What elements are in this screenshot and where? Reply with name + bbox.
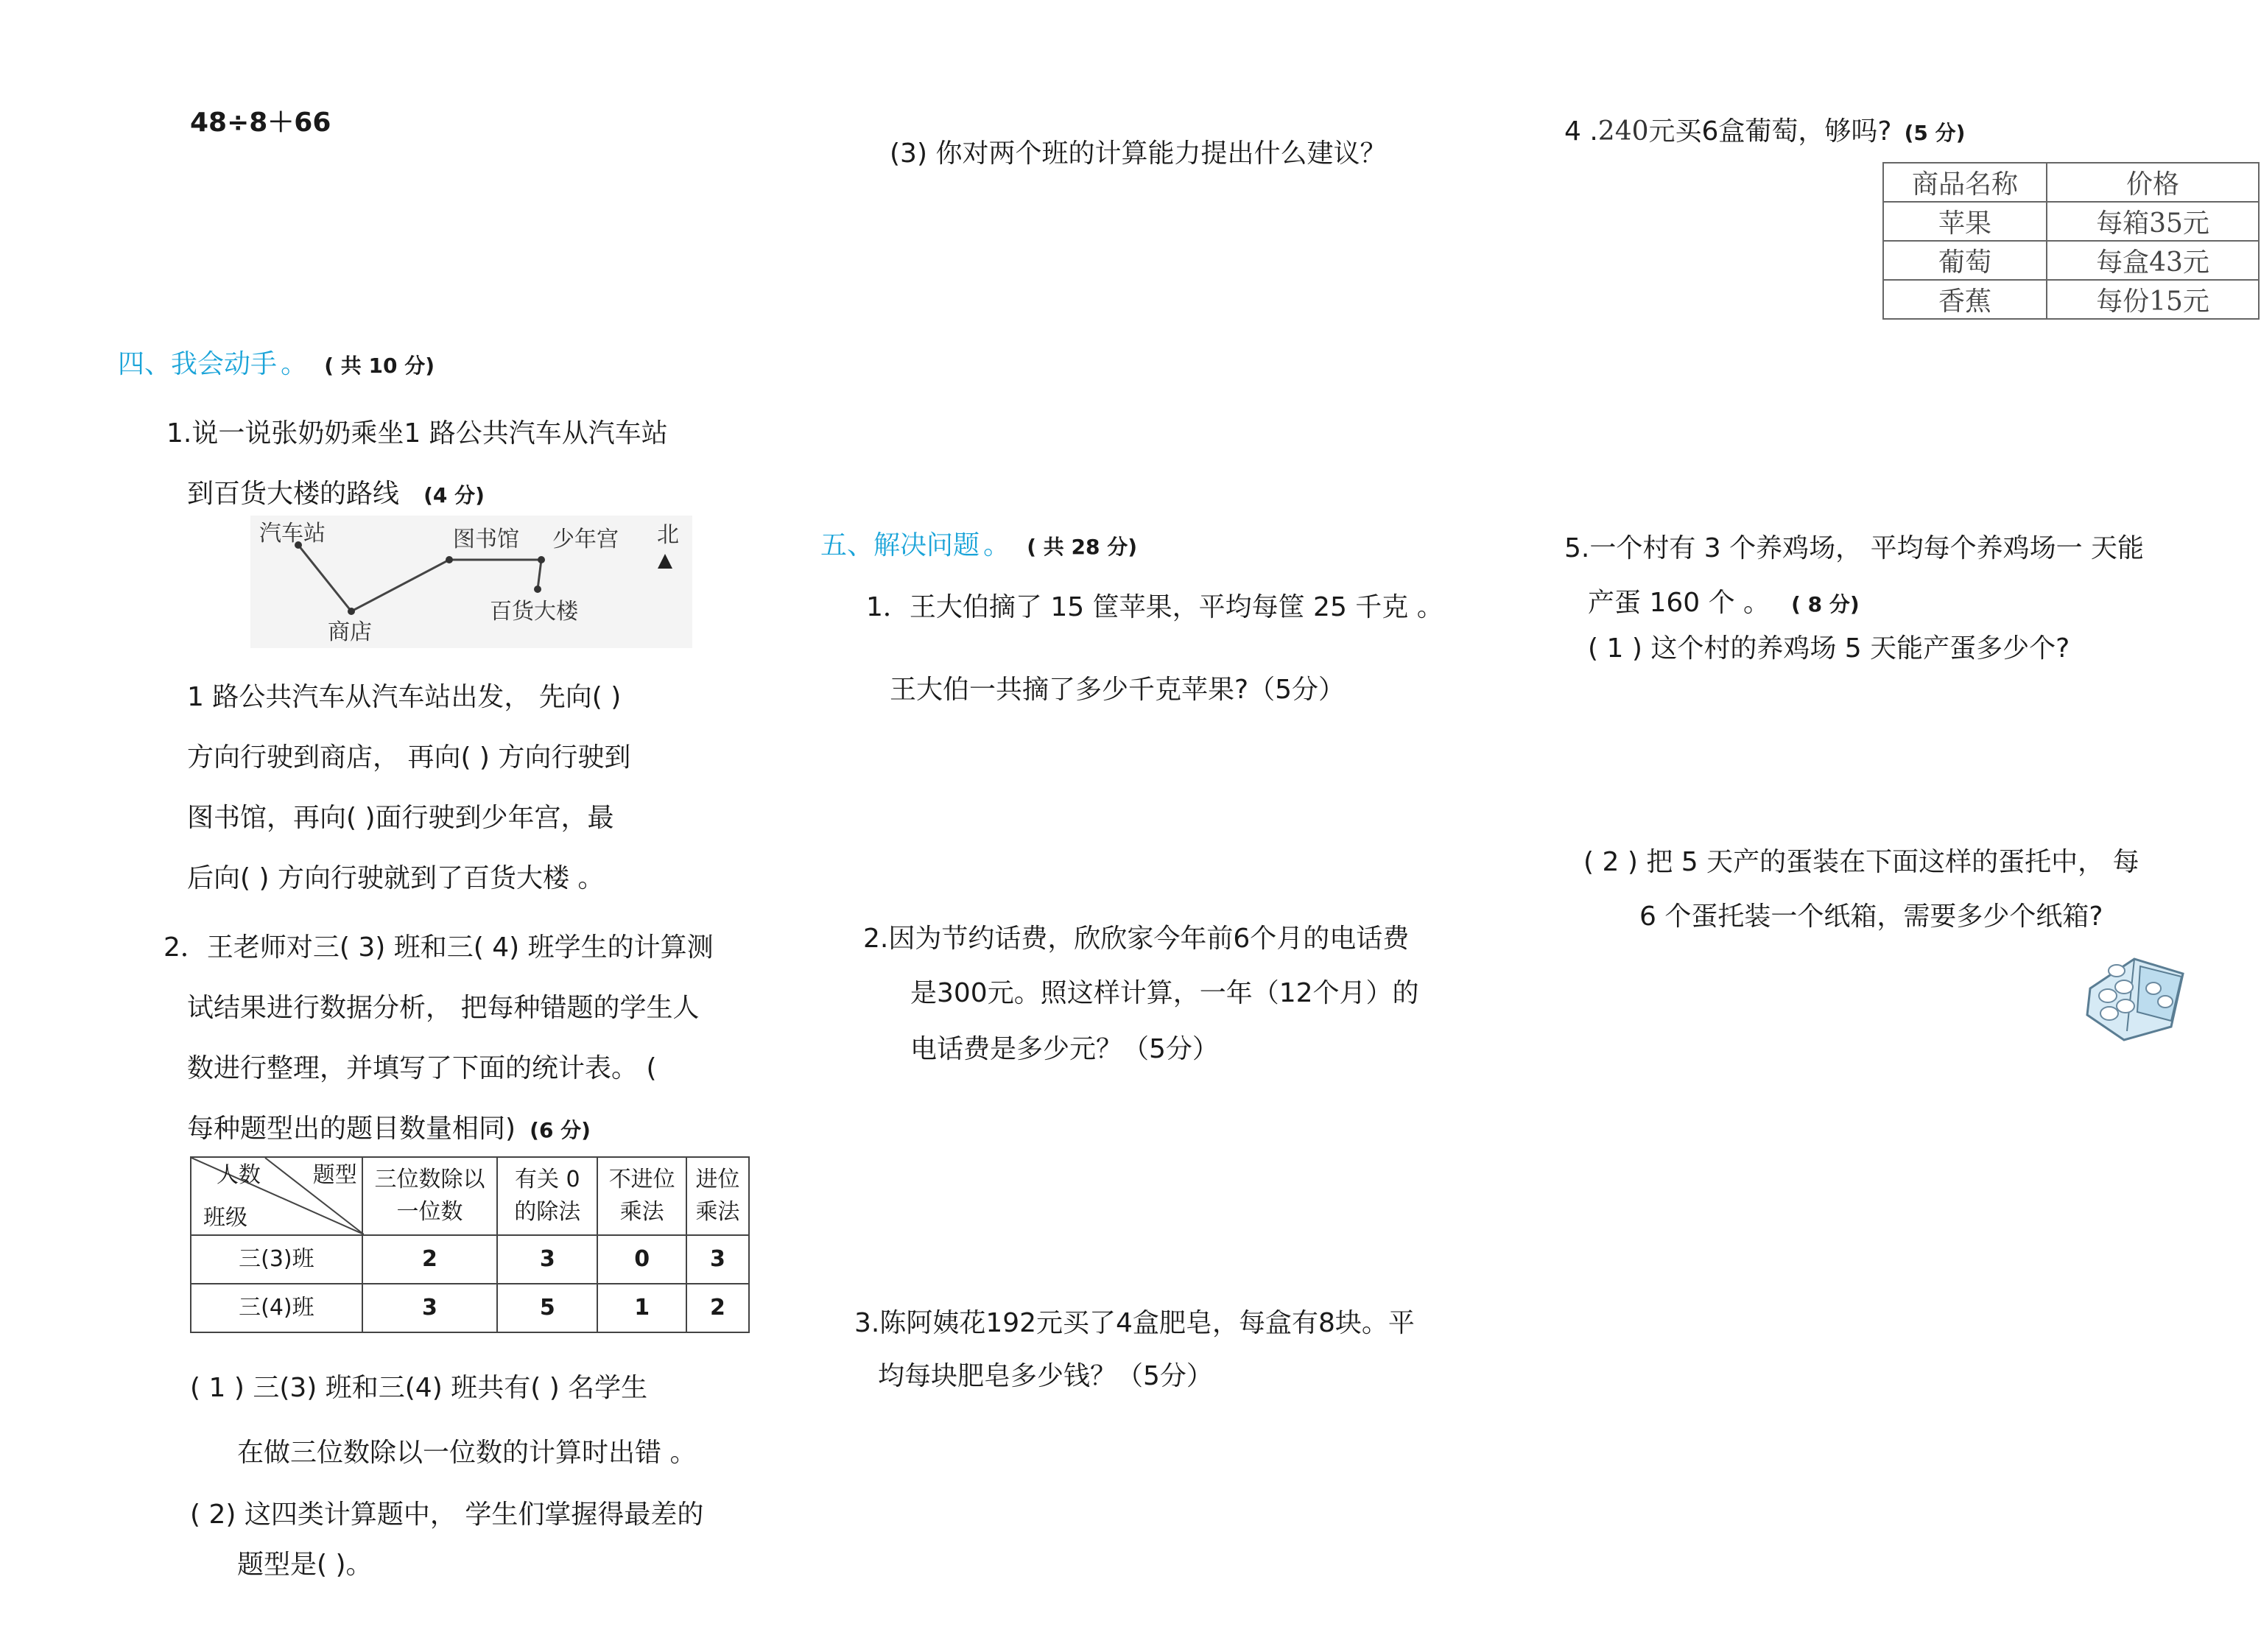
dept-store-label: 百货大楼 <box>490 599 578 625</box>
q1-line2: 到百货大楼的路线 <box>187 479 400 509</box>
q1-line2-wrap <box>187 473 485 510</box>
p5-line2-wrap <box>1588 582 1860 619</box>
table-cell: 苹果 <box>1883 202 2047 241</box>
corner-mid-label: 人数 <box>217 1162 261 1188</box>
route-line4: 后向( ) 方向行驶就到了百货大楼 。 <box>187 863 605 893</box>
p5-sub2-line1: ( 2 ) 把 5 天产的蛋装在下面这样的蛋托中， 每 <box>1583 847 2139 877</box>
table-cell: 每箱35元 <box>2047 202 2259 241</box>
header-cell <box>362 1157 497 1235</box>
sub2-line1: ( 2) 这四类计算题中， 学生们掌握得最差的 <box>190 1500 704 1530</box>
route-line3: 图书馆，再向( )面行驶到少年宫，最 <box>187 803 614 833</box>
q2-line4-wrap <box>187 1108 591 1145</box>
p4-points: (5 分) <box>1904 121 1966 145</box>
shop-dot <box>348 608 355 615</box>
q2-line1: 2．王老师对三( 3) 班和三( 4) 班学生的计算测 <box>163 932 714 963</box>
table-row <box>1883 241 2259 280</box>
stats-corner-cell <box>191 1157 362 1235</box>
station-label: 汽车站 <box>259 521 326 546</box>
table-cell: 2 <box>686 1284 749 1332</box>
p1-line1: 1．王大伯摘了 15 筐苹果，平均每筐 25 千克 。 <box>866 592 1444 622</box>
sub1-line2: 在做三位数除以一位数的计算时出错 。 <box>237 1438 697 1468</box>
table-cell: 1 <box>597 1284 686 1332</box>
q2-points: (6 分) <box>530 1118 591 1142</box>
table-row <box>191 1235 749 1284</box>
library-dot <box>446 556 453 563</box>
table-row <box>1883 280 2259 319</box>
table-cell: 3 <box>497 1235 597 1284</box>
p4-heading <box>1564 110 1965 148</box>
table-row <box>1883 202 2259 241</box>
youth-palace-dot <box>538 556 545 563</box>
section-5-heading <box>820 524 1137 562</box>
p4-number: 4 . <box>1564 116 1598 147</box>
section-5-dot: 。 <box>983 530 1010 560</box>
price-header-cell: 价格 <box>2047 163 2259 202</box>
header-cell <box>497 1157 597 1235</box>
library-label: 图书馆 <box>453 527 519 552</box>
route-line1: 1 路公共汽车从汽车站出发， 先向( ) <box>187 682 622 712</box>
section-4-title: 四、我会动手 <box>118 349 278 379</box>
price-header-cell: 商品名称 <box>1883 163 2047 202</box>
header-line: 有关 0 <box>514 1167 580 1192</box>
youth-palace-label: 少年宫 <box>552 527 619 552</box>
header-line: 进位 <box>695 1167 740 1192</box>
p4-money: 240元 <box>1597 116 1675 147</box>
p3-line1: 3.陈阿姨花192元买了4盒肥皂，每盒有8块。平 <box>854 1308 1415 1338</box>
header-cell <box>597 1157 686 1235</box>
p5-points: ( 8 分) <box>1791 592 1860 616</box>
table-cell: 每份15元 <box>2047 280 2259 319</box>
dept-store-dot <box>534 586 541 593</box>
p2-line3: 电话费是多少元？（5分） <box>910 1034 1219 1064</box>
route-map <box>250 516 692 648</box>
egg-tray-icon <box>2083 944 2190 1046</box>
header-line: 一位数 <box>396 1199 463 1225</box>
p5-line1: 5.一个村有 3 个养鸡场， 平均每个养鸡场一 天能 <box>1564 533 2145 563</box>
q1-line1: 1.说一说张奶奶乘坐1 路公共汽车从汽车站 <box>166 418 668 449</box>
p4-text: 买6盒葡萄，够吗? <box>1675 116 1892 147</box>
table-cell: 0 <box>597 1235 686 1284</box>
sub2-line2: 题型是( )。 <box>237 1550 373 1580</box>
section-5-points: ( 共 28 分) <box>1027 535 1138 559</box>
section-4-heading <box>118 343 435 381</box>
table-cell: 每盒43元 <box>2047 241 2259 280</box>
p1-line2: 王大伯一共摘了多少千克苹果?（5分） <box>890 675 1346 705</box>
shop-label: 商店 <box>328 619 372 645</box>
p5-sub1: ( 1 ) 这个村的养鸡场 5 天能产蛋多少个? <box>1588 633 2070 664</box>
p3-line2: 均每块肥皂多少钱？（5分） <box>878 1361 1213 1391</box>
corner-bottom-label: 班级 <box>203 1205 247 1231</box>
route-line2: 方向行驶到商店， 再向( ) 方向行驶到 <box>187 742 631 773</box>
p2-line1: 2.因为节约话费，欣欣家今年前6个月的电话费 <box>863 924 1410 954</box>
q2-line2: 试结果进行数据分析， 把每种错题的学生人 <box>187 993 700 1023</box>
table-cell: 香蕉 <box>1883 280 2047 319</box>
section-4-points: ( 共 10 分) <box>324 354 435 378</box>
section-5-title: 五、解决问题 <box>820 530 980 560</box>
section-4-dot: 。 <box>281 349 308 379</box>
table-cell: 3 <box>686 1235 749 1284</box>
header-line: 乘法 <box>695 1199 740 1225</box>
q1-points: (4 分) <box>423 483 485 507</box>
table-cell: 2 <box>362 1235 497 1284</box>
row-label: 三(3)班 <box>191 1235 362 1284</box>
table-row <box>191 1284 749 1332</box>
header-line: 不进位 <box>608 1167 675 1192</box>
q3-sub3: (3) 你对两个班的计算能力提出什么建议？ <box>890 138 1387 169</box>
p2-line2: 是300元。照这样计算，一年（12个月）的 <box>910 978 1419 1008</box>
price-table <box>1882 162 2260 320</box>
q2-line4: 每种题型出的题目数量相同) <box>187 1114 516 1144</box>
north-label: 北 <box>657 522 679 548</box>
header-line: 三位数除以 <box>374 1167 485 1192</box>
p5-sub2-line2: 6 个蛋托装一个纸箱，需要多少个纸箱? <box>1639 901 2103 932</box>
expression: 48÷8＋66 <box>190 108 331 138</box>
header-cell <box>686 1157 749 1235</box>
table-cell: 葡萄 <box>1883 241 2047 280</box>
price-header-row <box>1883 163 2259 202</box>
q2-line3: 数进行整理，并填写了下面的统计表。 ( <box>187 1053 657 1083</box>
p5-line2: 产蛋 160 个 。 <box>1588 588 1771 618</box>
sub1-line1: ( 1 ) 三(3) 班和三(4) 班共有( ) 名学生 <box>190 1373 648 1403</box>
row-label: 三(4)班 <box>191 1284 362 1332</box>
header-line: 的除法 <box>514 1199 581 1225</box>
table-cell: 3 <box>362 1284 497 1332</box>
stats-table <box>190 1156 750 1333</box>
table-cell: 5 <box>497 1284 597 1332</box>
stats-header-row <box>191 1157 749 1235</box>
header-line: 乘法 <box>619 1199 664 1225</box>
corner-top-label: 题型 <box>312 1162 357 1188</box>
